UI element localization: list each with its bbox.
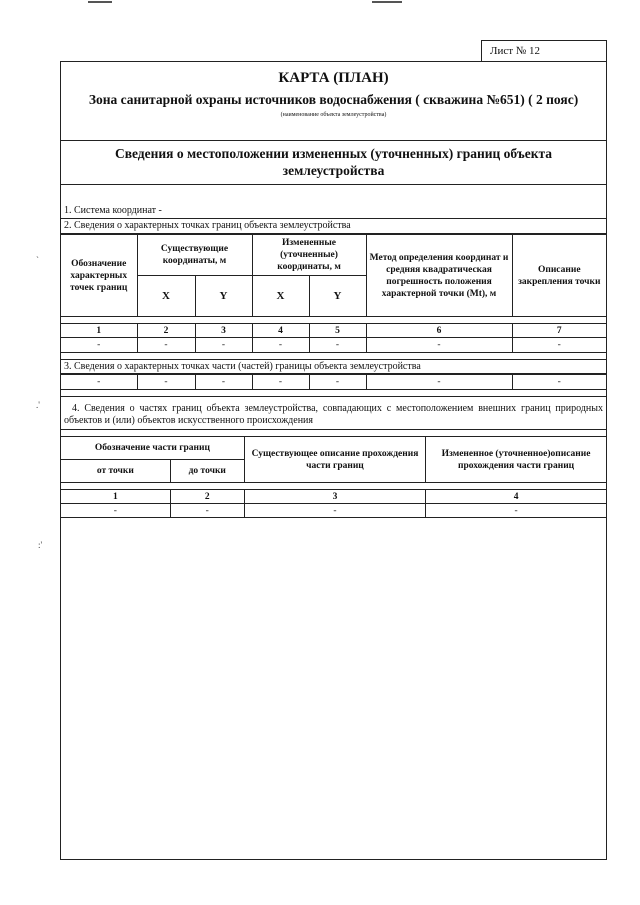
scan-speck: :': [38, 540, 43, 550]
scan-speck: `: [36, 255, 39, 265]
section-4-text: 4. Сведения о частях границ объекта землеустройства, совпадающих с местоположением внешних границ природных объектов и (или) объектов искусственного происхождения: [64, 403, 603, 426]
part-points-table: [61, 374, 606, 390]
column-number: 4: [252, 324, 309, 338]
table-cell: -: [195, 338, 252, 353]
boundary-parts-table: [61, 436, 606, 518]
table-cell: -: [137, 338, 195, 353]
gap: [61, 483, 606, 490]
object-name-caption: (наименование объекта землеустройства): [280, 112, 387, 118]
section-heading: Сведения о местоположении измененных (уточненных) границ объекта землеустройства: [61, 141, 606, 185]
header-y: Y: [195, 276, 252, 317]
scan-mark-left: [88, 1, 112, 3]
header-x: X: [252, 276, 309, 317]
header-method: Метод определения координат и средняя квадратическая погрешность положения характерной точки (Mt), м: [366, 235, 512, 317]
table-cell: -: [252, 375, 309, 390]
column-number: 3: [195, 324, 252, 338]
table-cell: -: [512, 338, 606, 353]
table-cell: -: [366, 375, 512, 390]
column-number: 2: [137, 324, 195, 338]
header-designation: Обозначение характерных точек границ: [61, 235, 137, 317]
section-2-title: 2. Сведения о характерных точках границ объекта землеустройства: [61, 219, 606, 234]
table-cell: -: [195, 375, 252, 390]
table-cell: -: [426, 504, 606, 518]
column-number: 4: [426, 490, 606, 504]
table-cell: -: [309, 375, 366, 390]
table-cell: -: [61, 338, 137, 353]
gap: [61, 317, 606, 324]
sheet-number: Лист № 12: [481, 40, 607, 61]
section-3-title: 3. Сведения о характерных точках части (частей) границы объекта землеустройства: [61, 359, 606, 374]
document-frame: [60, 61, 607, 860]
header-part: Обозначение части границ: [61, 437, 244, 460]
header-existing-description: Существующее описание прохождения части границ: [244, 437, 425, 483]
header-changed-coords: Измененные (уточненные) координаты, м: [252, 235, 366, 276]
section-4-title: [61, 396, 606, 430]
header-description: Описание закрепления точки: [512, 235, 606, 317]
object-name: Зона санитарной охраны источников водоснабжения ( скважина №651) ( 2 пояс): [88, 92, 579, 107]
table-cell: -: [137, 375, 195, 390]
document-title: КАРТА (ПЛАН): [278, 70, 389, 86]
column-number: 1: [61, 324, 137, 338]
table-cell: -: [309, 338, 366, 353]
scan-mark-right: [372, 1, 402, 3]
table-cell: -: [366, 338, 512, 353]
document-header: [61, 62, 606, 141]
table-cell: -: [61, 375, 137, 390]
header-existing-coords: Существующие координаты, м: [137, 235, 252, 276]
header-y: Y: [309, 276, 366, 317]
boundary-points-table: [61, 234, 606, 353]
column-number: 7: [512, 324, 606, 338]
column-number: 3: [244, 490, 425, 504]
header-from-point: от точки: [61, 460, 170, 483]
table-cell: -: [244, 504, 425, 518]
table-cell: -: [61, 504, 170, 518]
scan-speck: .': [36, 400, 40, 410]
header-x: X: [137, 276, 195, 317]
table-cell: -: [512, 375, 606, 390]
table-cell: -: [170, 504, 244, 518]
table-cell: -: [252, 338, 309, 353]
coordinate-system: 1. Система координат -: [61, 204, 606, 219]
column-number: 2: [170, 490, 244, 504]
header-to-point: до точки: [170, 460, 244, 483]
column-number: 6: [366, 324, 512, 338]
column-number: 1: [61, 490, 170, 504]
header-changed-description: Измененное (уточненное)описание прохождения части границ: [426, 437, 606, 483]
column-number: 5: [309, 324, 366, 338]
